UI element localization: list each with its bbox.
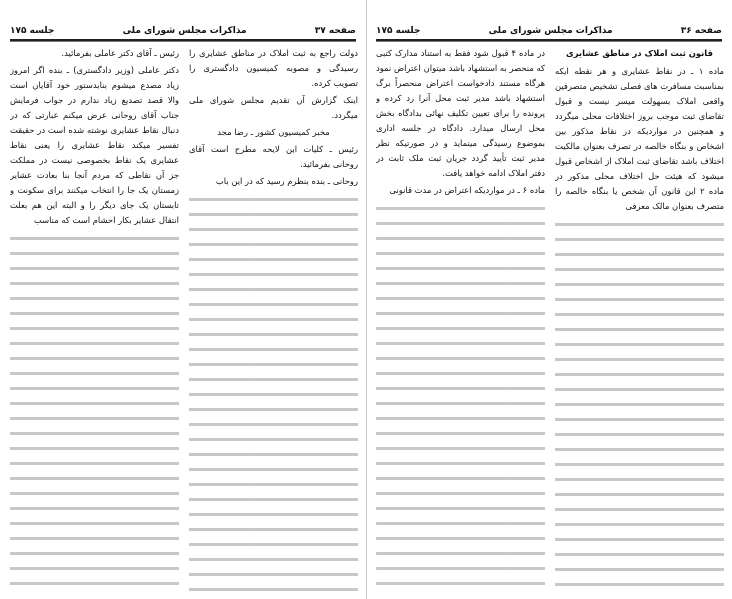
paragraph: اینک گزارش آن تقدیم مجلس شورای ملی میگردد. — [189, 95, 358, 120]
text-lines — [10, 232, 179, 591]
paragraph: رئیس ـ کلیات این لایحه مطرح است آقای روحانی بفرمائید. — [189, 144, 358, 169]
right-page-header — [376, 24, 722, 38]
text-lines — [555, 218, 724, 591]
header-rule — [10, 39, 356, 42]
paragraph: در ماده ۴ قبول شود فقط به استناد مدارک کتبی که منحصر به استشهاد باشد میتوان اعتراض نمود هرگاه مستند دادخواست اعتراض منحصراً برگ استشهاد باشد مدیر ثبت محل آنرا رد کرده و پرونده را برای تعیین تکلیف نهائی بدادگاه بخش محل ارسال میدارد. دادگاه در جلسه اداری بموضوع رسیدگی مینماید و در صورتیکه نظر مدیر ثبت تأیید گردد جریان ثبت ملک ثابت در دفتر املاک ادامه خواهد یافت. — [376, 48, 545, 178]
right-page — [366, 0, 732, 599]
column-left — [376, 46, 545, 591]
column-right — [555, 46, 724, 591]
paragraph: دولت راجع به ثبت املاک در مناطق عشایری را رسیدگی و مصوبه کمیسیون دادگستری را تصویب کرده. — [189, 48, 358, 88]
paragraph: ماده ۶ ـ در مواردیکه اعتراض در مدت قانونی — [389, 185, 545, 195]
page-number: صفحه ۳۶ — [680, 26, 722, 36]
law-title: قانون ثبت املاک در مناطق عشایری — [566, 48, 713, 58]
paragraph: روحانی ـ بنده بنظرم رسید که در این باب — [215, 176, 358, 186]
text-lines — [189, 193, 358, 591]
session-number: جلسه ۱۷۵ — [376, 26, 421, 36]
paragraph: ماده ۱ ـ در نقاط عشایری و هر نقطه ایکه بمناسبت مسافرت های فصلی تشخیص متصرفین واقعی املاک بسهولت میسر نیست و قبول تقاضای ثبت موجب بروز اختلافات محلی میگردد و همچنین در مواردیکه در نقاط مذکور بین اشخاص و بنگاه خالصه در تصرف بعنوان مالکیت اختلاف باشد تقاضای ثبت املاک از اشخاص قبول میشود که هیئت حل اختلاف محلی مذکور در ماده ۲ این قانون آن شخص یا بنگاه خالصه را متصرف بعنوان مالک معرفی — [555, 66, 724, 211]
paragraph: رئیس ـ آقای دکتر عاملی بفرمائید. — [61, 48, 179, 58]
right-page-columns — [376, 46, 724, 591]
signature: مخبر کمیسیون کشور ـ رضا مجد — [217, 127, 330, 137]
column-right — [189, 46, 358, 591]
left-page-columns — [10, 46, 358, 591]
paragraph: دکتر عاملی (وزیر دادگستری) ـ بنده اگر امروز زیاد مصدع میشوم بنابدستور خود آقایان است والا قصد تصدیع زیاد ندارم در جواب فرمایش جناب آقای روحانی عرض میکنم عبارتی که در دنبال نقاط عشایری نوشته شده است در حقیقت تفسیر میکند نقاط عشایری را یعنی نقاط عشایری یک نقاط بخصوصی نیست در مملکت جز آن نقاطی که مردم آنجا بنا بعادت عشایر زمستان یک جا را انتخاب میکنند برای سکونت و تابستان یک جای دیگر را و البته این هم بعلت انتقال عشایر بکار احشام است که مناسب — [10, 65, 179, 225]
session-number: جلسه ۱۷۵ — [10, 26, 55, 36]
running-title: مذاکرات مجلس شورای ملی — [488, 26, 613, 36]
header-rule — [376, 39, 722, 42]
column-left — [10, 46, 179, 591]
running-title: مذاکرات مجلس شورای ملی — [122, 26, 247, 36]
text-lines — [376, 202, 545, 591]
left-page-header — [10, 24, 356, 38]
page-number: صفحه ۳۷ — [314, 26, 356, 36]
